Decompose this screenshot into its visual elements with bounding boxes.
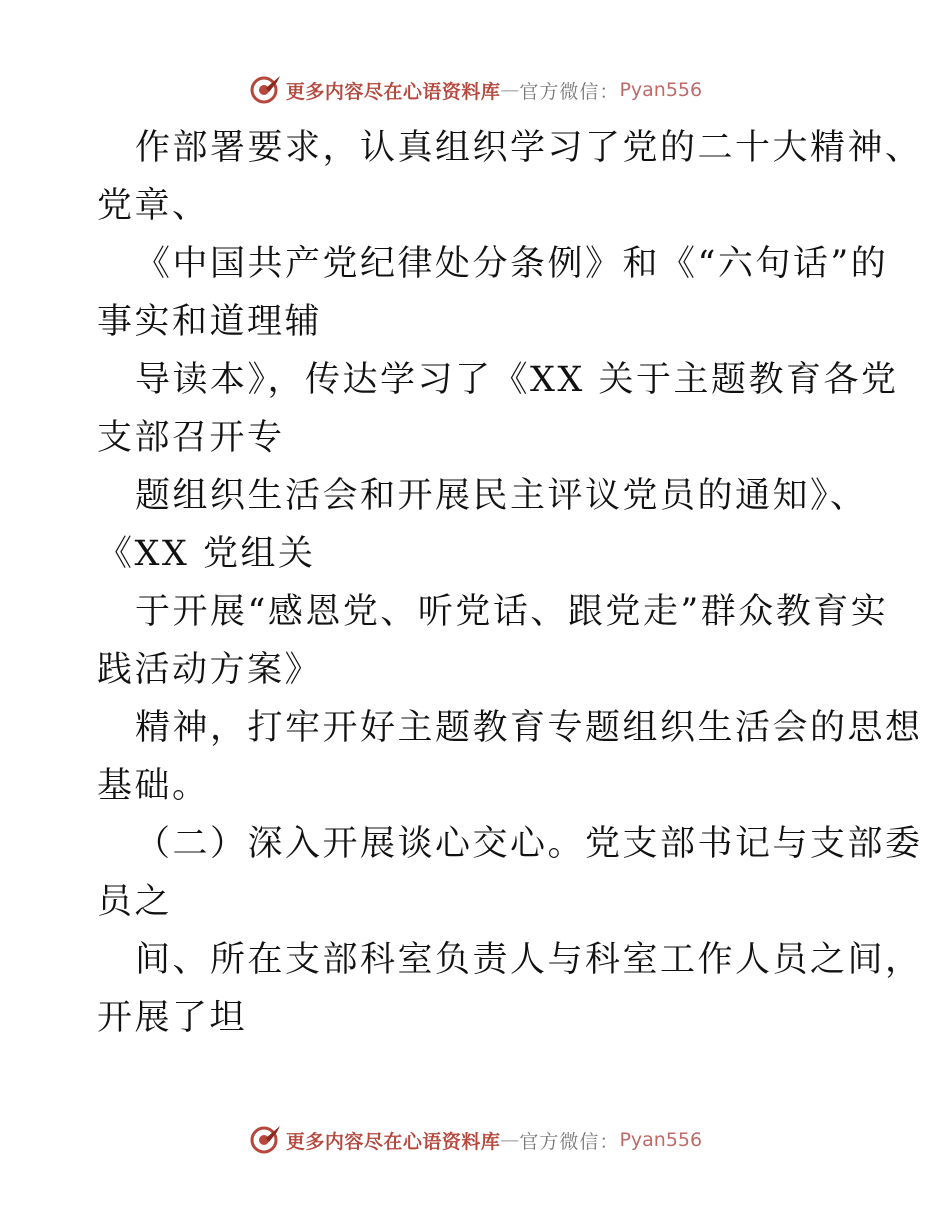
body-line-11: 精神，打牢开好主题教育专题组织生活会的思想 xyxy=(135,708,923,748)
body-line-6: 支部召开专 xyxy=(97,418,285,458)
body-line-1: 作部署要求，认真组织学习了党的二十大精神、 xyxy=(135,128,923,168)
logo-icon xyxy=(248,1123,282,1157)
body-line-14: 员之 xyxy=(97,882,173,922)
body-line-16: 开展了坦 xyxy=(97,998,248,1038)
header-site-name: 更多内容尽在心语资料库 xyxy=(285,80,501,103)
header-banner xyxy=(0,68,950,112)
header-wechat-id: Pyan556 xyxy=(619,79,703,101)
body-line-7: 题组织生活会和开展民主评议党员的通知》、 xyxy=(135,476,868,516)
body-line-5: 导读本》，传达学习了《XX 关于主题教育各党 xyxy=(135,360,899,400)
body-line-3: 《中国共产党纪律处分条例》和《“六句话”的 xyxy=(135,244,889,284)
footer-site-name: 更多内容尽在心语资料库 xyxy=(285,1130,501,1153)
body-line-9: 于开展“感恩党、听党话、跟党走”群众教育实 xyxy=(135,592,889,632)
body-line-15: 间、所在支部科室负责人与科室工作人员之间， xyxy=(135,940,923,980)
body-line-2: 党章、 xyxy=(97,186,210,226)
body-line-4: 事实和道理辅 xyxy=(97,302,323,342)
footer-separator: — xyxy=(500,1129,520,1151)
logo-icon xyxy=(248,73,282,107)
footer-wechat-id: Pyan556 xyxy=(619,1129,703,1151)
footer-wechat-label: 官方微信： xyxy=(519,1130,620,1153)
header-separator: — xyxy=(500,79,520,101)
body-line-8: 《XX 党组关 xyxy=(97,534,316,574)
body-line-12: 基础。 xyxy=(97,766,210,806)
footer-banner xyxy=(0,1118,950,1162)
header-wechat-label: 官方微信： xyxy=(519,80,620,103)
body-line-10: 践活动方案》 xyxy=(97,650,323,690)
body-line-13: （二）深入开展谈心交心。党支部书记与支部委 xyxy=(135,824,923,864)
